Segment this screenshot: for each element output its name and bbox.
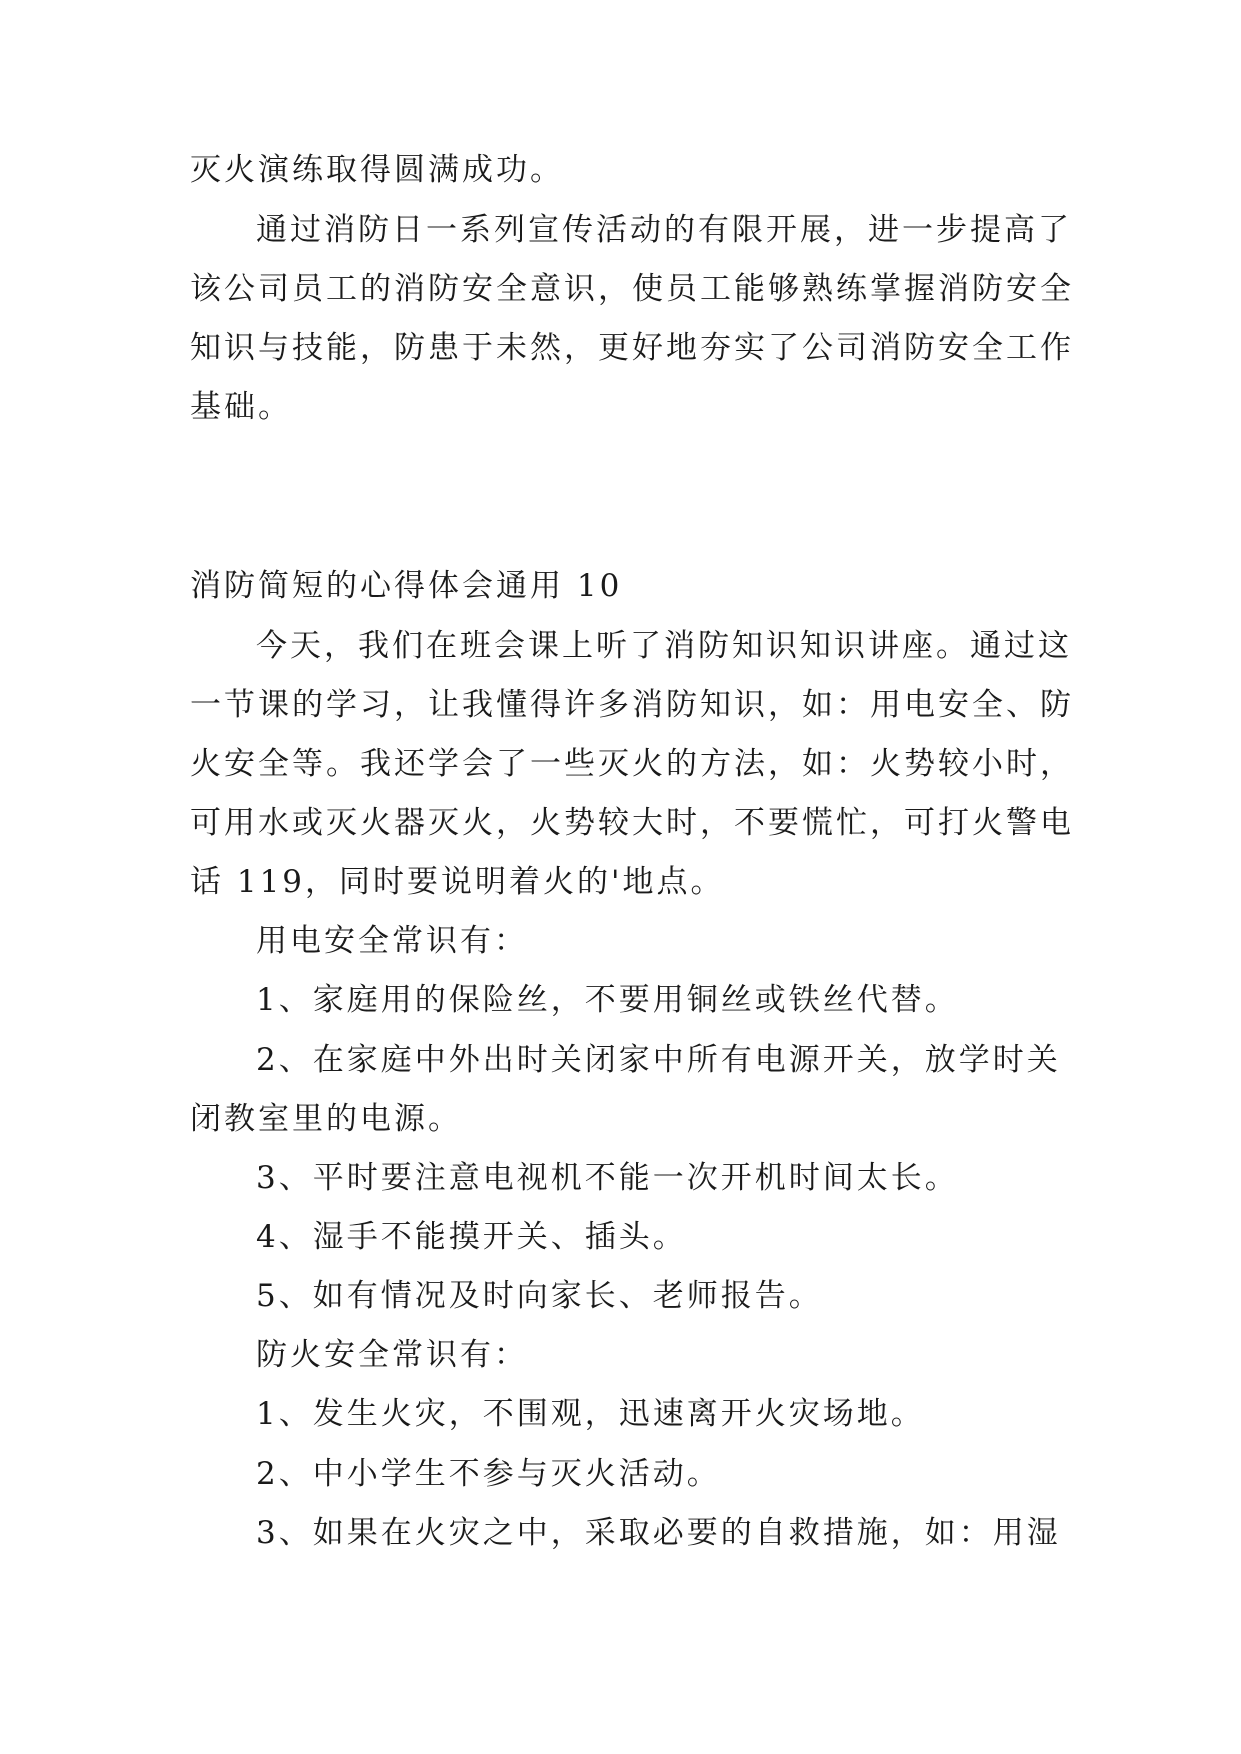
- paragraph-line: 该公司员工的消防安全意识，使员工能够熟练掌握消防安全: [190, 271, 1074, 307]
- list-item: 1、家庭用的保险丝，不要用铜丝或铁丝代替。: [256, 982, 959, 1018]
- paragraph-line: 可用水或灭火器灭火，火势较大时，不要慌忙，可打火警电: [190, 805, 1074, 841]
- paragraph-line: 今天，我们在班会课上听了消防知识知识讲座。通过这: [256, 628, 1072, 664]
- paragraph-line: 基础。: [190, 389, 292, 425]
- paragraph-line: 通过消防日一系列宣传活动的有限开展，进一步提高了: [256, 212, 1072, 248]
- paragraph-line: 一节课的学习，让我懂得许多消防知识，如：用电安全、防: [190, 687, 1074, 723]
- list-item: 3、如果在火灾之中，采取必要的自救措施，如：用湿: [256, 1515, 1061, 1551]
- section-title: 消防简短的心得体会通用 10: [190, 568, 623, 604]
- list-item: 5、如有情况及时向家长、老师报告。: [256, 1278, 823, 1314]
- list-item: 3、平时要注意电视机不能一次开机时间太长。: [256, 1160, 959, 1196]
- paragraph-line: 话 119，同时要说明着火的'地点。: [190, 864, 725, 900]
- list-item: 4、湿手不能摸开关、插头。: [256, 1219, 687, 1255]
- list-item: 2、在家庭中外出时关闭家中所有电源开关，放学时关: [256, 1042, 1061, 1078]
- paragraph-line: 知识与技能，防患于未然，更好地夯实了公司消防安全工作: [190, 330, 1074, 366]
- paragraph-line: 火安全等。我还学会了一些灭火的方法，如：火势较小时，: [190, 746, 1074, 782]
- list-item: 2、中小学生不参与灭火活动。: [256, 1456, 721, 1492]
- list-heading: 用电安全常识有：: [256, 923, 528, 959]
- list-heading: 防火安全常识有：: [256, 1337, 528, 1373]
- list-item-continuation: 闭教室里的电源。: [190, 1101, 462, 1137]
- list-item: 1、发生火灾，不围观，迅速离开火灾场地。: [256, 1396, 925, 1432]
- paragraph-line: 灭火演练取得圆满成功。: [190, 152, 564, 188]
